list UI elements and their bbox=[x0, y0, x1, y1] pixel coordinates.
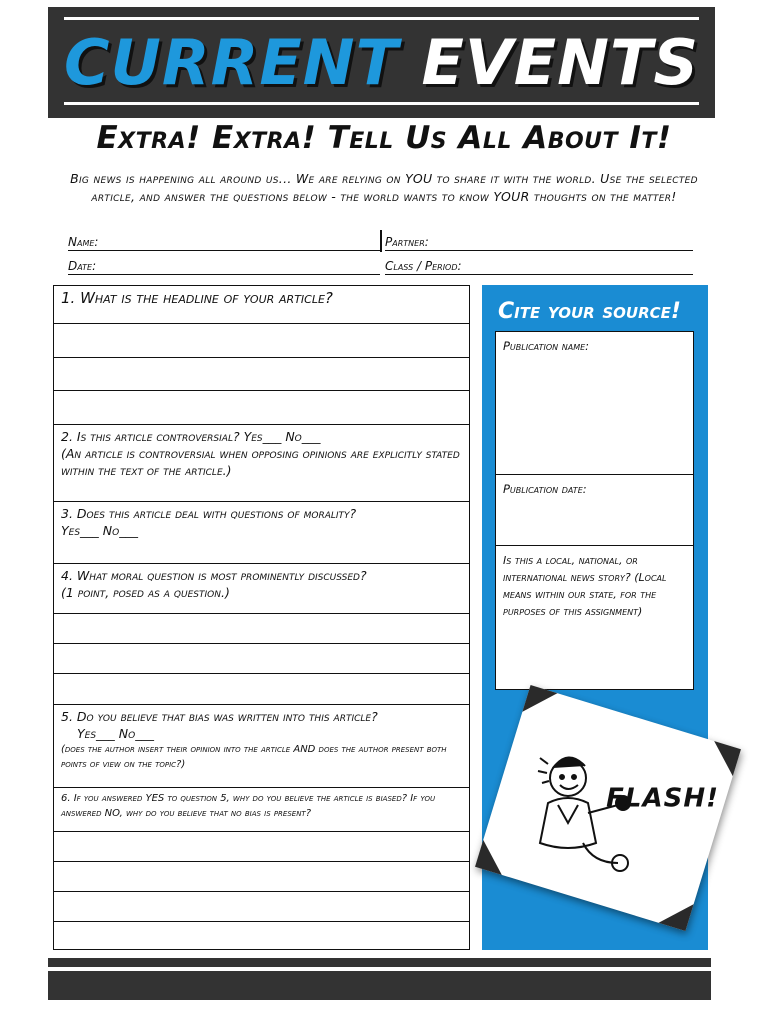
name-field[interactable] bbox=[68, 234, 380, 251]
question-6 bbox=[54, 788, 469, 832]
title-banner bbox=[48, 7, 715, 118]
news-scope-label: Is this a local, national, or international news story? (Local means within our state, for the purposes of this assignment) bbox=[503, 554, 667, 618]
answer-line[interactable] bbox=[54, 391, 469, 425]
question-1-text: 1. What is the headline of your article? bbox=[61, 289, 333, 307]
subheading: Extra! Extra! Tell Us All About It! bbox=[96, 120, 672, 156]
answer-line[interactable] bbox=[54, 358, 469, 391]
question-5-text: 5. Do you believe that bias was written into this article? bbox=[61, 709, 378, 724]
question-3-options: Yes___ No___ bbox=[61, 523, 138, 538]
partner-label: Partner: bbox=[385, 235, 429, 249]
question-3 bbox=[54, 502, 469, 564]
partner-field[interactable] bbox=[385, 234, 693, 251]
publication-name-box[interactable] bbox=[495, 331, 694, 475]
answer-line[interactable] bbox=[54, 644, 469, 674]
question-6-text: 6. If you answered YES to question 5, why do you believe the article is biased? If you answered NO, why do you believe that no bias is present? bbox=[61, 793, 436, 819]
answer-line[interactable] bbox=[54, 614, 469, 644]
footer-stripe bbox=[48, 958, 711, 967]
field-divider bbox=[380, 230, 382, 252]
question-2-text: 2. Is this article controversial? Yes___ No___ bbox=[61, 429, 321, 444]
date-label: Date: bbox=[68, 259, 97, 273]
answer-line[interactable] bbox=[54, 862, 469, 892]
question-2 bbox=[54, 425, 469, 502]
answer-line[interactable] bbox=[54, 922, 469, 951]
photo-corner-icon bbox=[699, 734, 741, 784]
publication-date-box[interactable] bbox=[495, 475, 694, 546]
page-title bbox=[48, 27, 715, 99]
flash-caption: FLASH! bbox=[606, 783, 719, 814]
cite-source-title: Cite your source! bbox=[498, 299, 681, 324]
questions-box bbox=[53, 285, 470, 950]
title-events: EVENTS bbox=[421, 26, 699, 99]
answer-line[interactable] bbox=[54, 892, 469, 922]
question-1 bbox=[54, 286, 469, 324]
question-2-note: (An article is controversial when opposing opinions are explicitly stated within the text of the article.) bbox=[61, 446, 460, 478]
publication-name-label: Publication name: bbox=[503, 339, 590, 353]
question-5-options: Yes___ No___ bbox=[77, 726, 154, 741]
news-scope-box[interactable] bbox=[495, 546, 694, 690]
date-field[interactable] bbox=[68, 258, 380, 275]
title-current: CURRENT bbox=[64, 26, 399, 99]
intro-text: Big news is happening all around us... We are relying on YOU to share it with the world. Use the selected article, and answer the questions below - the world wants to know YOUR thoughts on the matter! bbox=[70, 171, 698, 204]
class-period-field[interactable] bbox=[385, 258, 693, 275]
question-5-note: (does the author insert their opinion into the article AND does the author present both points of view on the topic?) bbox=[61, 744, 447, 770]
banner-bottom-rule bbox=[64, 102, 699, 105]
question-4 bbox=[54, 564, 469, 614]
question-4-note: (1 point, posed as a question.) bbox=[61, 585, 230, 600]
banner-top-rule bbox=[64, 17, 699, 20]
answer-line[interactable] bbox=[54, 832, 469, 862]
answer-line[interactable] bbox=[54, 324, 469, 358]
footer-bar bbox=[48, 971, 711, 1000]
answer-line[interactable] bbox=[54, 674, 469, 705]
question-4-text: 4. What moral question is most prominently discussed? bbox=[61, 568, 367, 583]
question-3-text: 3. Does this article deal with questions of morality? bbox=[61, 506, 357, 521]
publication-date-label: Publication date: bbox=[503, 482, 587, 496]
class-period-label: Class / Period: bbox=[385, 259, 462, 273]
question-5 bbox=[54, 705, 469, 788]
name-label: Name: bbox=[68, 235, 99, 249]
